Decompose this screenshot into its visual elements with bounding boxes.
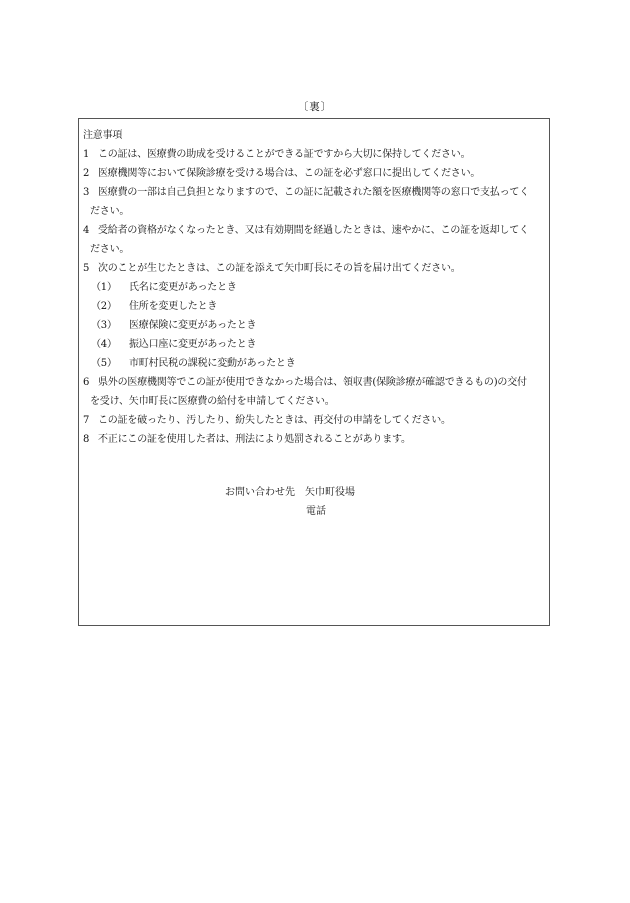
note-subitem-1	[83, 278, 549, 297]
note-item-6	[83, 373, 549, 392]
subitem-text: 市町村民税の課税に変動があったとき	[129, 358, 296, 369]
note-subitem-4	[83, 335, 549, 354]
subitem-text: 医療保険に変更があったとき	[129, 320, 257, 331]
subitem-number: （3）	[91, 320, 117, 331]
note-text: 県外の医療機関等でこの証が使用できなかった場合は、領収書(保険診療が確認できるもの)の交付	[98, 377, 527, 388]
contact-office: 矢巾町役場	[305, 487, 355, 498]
note-item-2	[83, 164, 549, 183]
note-number: 7	[83, 415, 90, 426]
note-text: この証を破ったり、汚したり、紛失したときは、再交付の申請をしてください。	[98, 415, 451, 426]
note-item-3	[83, 183, 549, 202]
note-item-4	[83, 221, 549, 240]
subitem-text: 振込口座に変更があったとき	[129, 339, 257, 350]
note-number: 8	[83, 434, 90, 445]
note-text: 医療費の一部は自己負担となりますので、この証に記載された額を医療機関等の窓口で支払ってく	[98, 187, 529, 198]
contact-phone-label: 電話	[306, 506, 326, 517]
note-number: 2	[83, 168, 90, 179]
note-text: 受給者の資格がなくなったとき、又は有効期間を経過したときは、速やかに、この証を返却してく	[98, 225, 529, 236]
note-item-3-continuation: ださい。	[90, 206, 130, 217]
subitem-text: 住所を変更したとき	[129, 301, 218, 312]
page-heading: 〔裏〕	[297, 101, 333, 113]
contact-label: お問い合わせ先	[225, 487, 295, 498]
subitem-number: （1）	[91, 282, 117, 293]
note-item-8	[83, 430, 549, 449]
notes-box	[78, 118, 550, 626]
note-number: 3	[83, 187, 90, 198]
note-text: 次のことが生じたときは、この証を添えて矢巾町長にその旨を届け出てください。	[98, 263, 461, 274]
note-subitem-2	[83, 297, 549, 316]
note-item-6-continuation: を受け、矢巾町長に医療費の給付を申請してください。	[90, 396, 335, 407]
note-text: この証は、医療費の助成を受けることができる証ですから大切に保持してください。	[98, 149, 471, 160]
note-item-1	[83, 145, 549, 164]
subitem-text: 氏名に変更があったとき	[129, 282, 237, 293]
notes-title: 注意事項	[83, 130, 123, 141]
note-item-4-continuation: ださい。	[90, 244, 130, 255]
subitem-number: （2）	[91, 301, 117, 312]
note-number: 6	[83, 377, 90, 388]
contact-line	[225, 483, 355, 502]
subitem-number: （4）	[91, 339, 117, 350]
note-text: 不正にこの証を使用した者は、刑法により処罰されることがあります。	[98, 434, 411, 445]
note-number: 1	[83, 149, 90, 160]
note-subitem-3	[83, 316, 549, 335]
note-number: 4	[83, 225, 90, 236]
note-number: 5	[83, 263, 90, 274]
note-text: 医療機関等において保険診療を受ける場合は、この証を必ず窓口に提出してください。	[98, 168, 481, 179]
note-item-7	[83, 411, 549, 430]
note-subitem-5	[83, 354, 549, 373]
subitem-number: （5）	[91, 358, 117, 369]
note-item-5	[83, 259, 549, 278]
